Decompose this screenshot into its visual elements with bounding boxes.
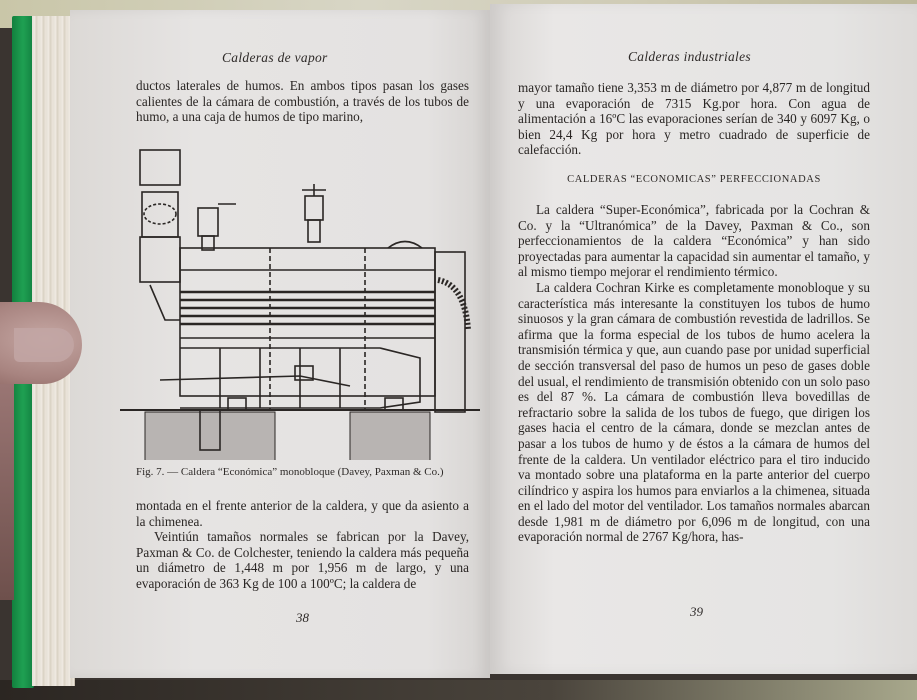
paragraph: montada en el frente anterior de la caldera, y que da asiento a la chimenea.	[136, 498, 469, 529]
page-number-left: 38	[296, 610, 309, 625]
left-page	[70, 10, 490, 678]
left-page-text-bottom	[136, 498, 469, 592]
right-page	[490, 4, 917, 674]
right-page-text-section	[518, 202, 870, 545]
figure-caption: Fig. 7. — Caldera “Económica” monobloque (Davey, Paxman & Co.)	[136, 466, 444, 478]
paragraph: ductos laterales de humos. En ambos tipos pasan los gases calientes de la cámara de combustión, a través de los tubos de humo, a una caja de humos de tipo marino,	[136, 78, 469, 125]
background-surface-bottom	[0, 680, 917, 700]
paragraph: mayor tamaño tiene 3,353 m de diámetro por 4,877 m de longitud y una evaporación de 7315 Kg.por hora. Con agua de alimentación a 16ºC las evaporaciones serían de 340 y 6097 Kg, o bien 24,4 Kg por hora y metro cuadrado de superficie de calefacción.	[518, 80, 870, 158]
running-head-left: Calderas de vapor	[222, 50, 328, 65]
boiler-diagram-figure	[120, 140, 480, 460]
left-page-text-top	[136, 78, 469, 125]
running-head-right: Calderas industriales	[628, 49, 751, 64]
paragraph: La caldera “Super-Económica”, fabricada por la Cochran & Co. y la “Ultranómica” de la Davey, Paxman & Co., son perfeccionamientos de la caldera “Económica” y han sido proyectadas para aumentar la capacidad sin aumentar el tamaño, y al mismo tiempo mejorar el rendimiento térmico.	[518, 202, 870, 280]
paragraph: Veintiún tamaños normales se fabrican por la Davey, Paxman & Co. de Colchester, teniendo la caldera más pequeña un diámetro de 1,448 m por 1,956 m de largo, y una evaporación de 363 Kg de 100 a 100ºC; la caldera de	[136, 529, 469, 591]
paragraph: La caldera Cochran Kirke es completamente monobloque y su característica más interesante la constituyen los tubos de humo sinuosos y la gran cámara de combustión revestida de ladrillos. Se afirma que la forma especial de los tubos de humo acelera la transmisión térmica y que, aun cuando pase por unidad superficial de sección transversal del paso de humos un peso de gases doble del usual, el rendimiento de transmisión obtenido con un solo paso es del 87 %. La cámara de combustión lleva bovedillas de refractario sobre la salida de los tubos de fuego, que dirigen los gases hacia el centro de la cámara, donde se mezclan antes de pasar a los tubos de humo y de éstos a la cámara de humos del frente de la caldera. Un ventilador eléctrico para el tiro inducido va montado sobre una plataforma en la parte anterior del cuerpo cilíndrico y aspira los humos para enviarlos a la chimenea, situada en el lado del motor del ventilador. Los tamaños normales abarcan desde 1,981 m de diámetro por 6,096 m de longitud, con una evaporación normal de 2767 Kg/hora, has-	[518, 279, 870, 545]
right-page-text-top	[518, 80, 870, 158]
page-number-right: 39	[690, 604, 703, 619]
thumbnail-nail	[14, 328, 74, 362]
section-heading: CALDERAS “ECONOMICAS” PERFECCIONADAS	[567, 174, 821, 185]
hand-fingers	[0, 380, 14, 600]
